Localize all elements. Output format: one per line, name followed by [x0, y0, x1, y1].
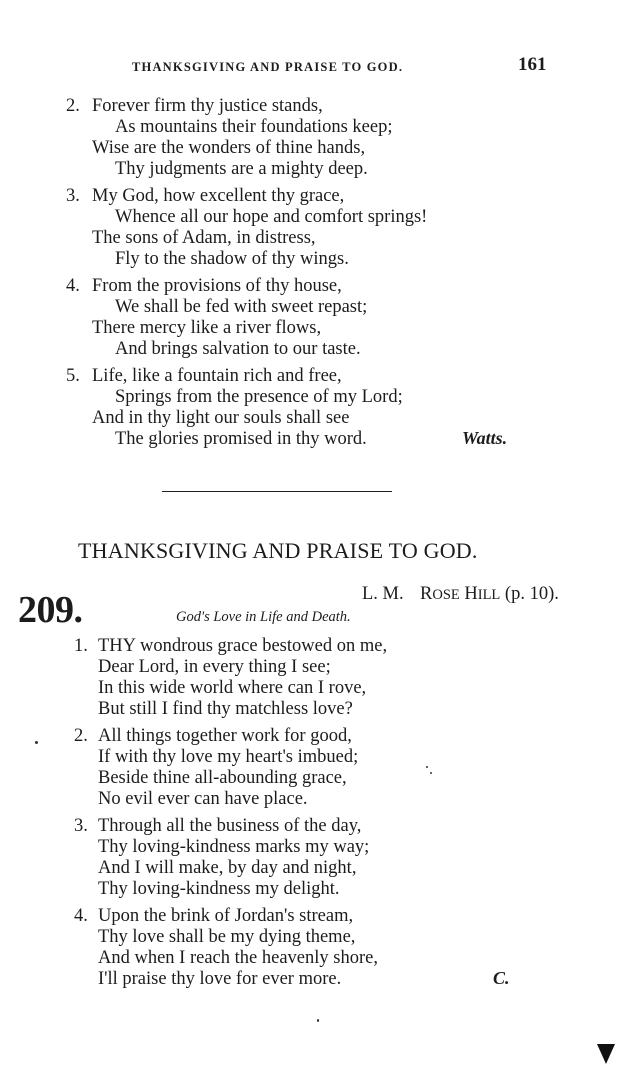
stanza-number: 3.	[74, 816, 88, 836]
hymn-meter: L. M.	[362, 584, 404, 604]
print-speck	[426, 766, 428, 768]
stanza-number: 3.	[66, 186, 80, 206]
verse-line: The sons of Adam, in distress,	[92, 228, 316, 248]
verse-line: I'll praise thy love for ever more.	[98, 969, 342, 989]
print-speck	[35, 741, 38, 744]
stanza-number: 2.	[66, 96, 80, 116]
verse-line: Beside thine all-abounding grace,	[98, 768, 347, 788]
tune-rest-2: ILL	[477, 587, 501, 603]
stanza-number: 5.	[66, 366, 80, 386]
verse-line: If with thy love my heart's imbued;	[98, 747, 359, 767]
verse-line: No evil ever can have place.	[98, 789, 308, 809]
author-attribution: C.	[493, 968, 510, 988]
verse-line: Thy loving-kindness my delight.	[98, 879, 340, 899]
verse-line: Dear Lord, in every thing I see;	[98, 657, 331, 677]
stanza-number: 4.	[74, 906, 88, 926]
verse-line: Whence all our hope and comfort springs!	[115, 207, 428, 227]
page-number: 161	[518, 54, 547, 75]
running-head: THANKSGIVING AND PRAISE TO GOD.	[132, 60, 404, 74]
verse-line: The glories promised in thy word.	[115, 429, 367, 449]
verse-line: Thy judgments are a mighty deep.	[115, 159, 368, 179]
verse-line: THY wondrous grace bestowed on me,	[98, 636, 388, 656]
verse-line: Forever firm thy justice stands,	[92, 96, 323, 116]
stanza-number: 1.	[74, 636, 88, 656]
hymn-number: 209.	[18, 589, 83, 631]
verse-line: In this wide world where can I rove,	[98, 678, 367, 698]
section-title: THANKSGIVING AND PRAISE TO GOD.	[78, 538, 478, 563]
verse-line: As mountains their foundations keep;	[115, 117, 393, 137]
verse-line: From the provisions of thy house,	[92, 276, 342, 296]
stanza-number: 2.	[74, 726, 88, 746]
verse-line: We shall be fed with sweet repast;	[115, 297, 368, 317]
verse-line: Thy loving-kindness marks my way;	[98, 837, 370, 857]
author-attribution: Watts.	[462, 428, 508, 448]
verse-line: Life, like a fountain rich and free,	[92, 366, 342, 386]
verse-line: Springs from the presence of my Lord;	[115, 387, 403, 407]
verse-line: But still I find thy matchless love?	[98, 699, 353, 719]
verse-line: And I will make, by day and night,	[98, 858, 357, 878]
verse-line: And in thy light our souls shall see	[92, 408, 350, 428]
verse-line: And brings salvation to our taste.	[115, 339, 361, 359]
verse-line: And when I reach the heavenly shore,	[98, 948, 378, 968]
verse-line: All things together work for good,	[98, 726, 352, 746]
hymn-subtitle: God's Love in Life and Death.	[176, 609, 351, 625]
tune-name	[420, 584, 559, 605]
verse-line: Upon the brink of Jordan's stream,	[98, 906, 354, 926]
verse-line: Fly to the shadow of thy wings.	[115, 249, 349, 269]
verse-line: Wise are the wonders of thine hands,	[92, 138, 366, 158]
print-speck	[317, 1019, 319, 1022]
print-speck	[430, 772, 432, 774]
tune-rest: OSE	[432, 587, 460, 603]
verse-line: There mercy like a river flows,	[92, 318, 322, 338]
tune-page-ref: (p. 10).	[504, 584, 559, 604]
stanza-number: 4.	[66, 276, 80, 296]
verse-line: Through all the business of the day,	[98, 816, 362, 836]
verse-line: Thy love shall be my dying theme,	[98, 927, 356, 947]
verse-line: My God, how excellent thy grace,	[92, 186, 345, 206]
tune-initial: R	[420, 584, 433, 604]
tune-initial-2: H	[464, 584, 478, 604]
section-divider	[162, 491, 392, 492]
corner-ink-mark	[597, 1044, 615, 1064]
